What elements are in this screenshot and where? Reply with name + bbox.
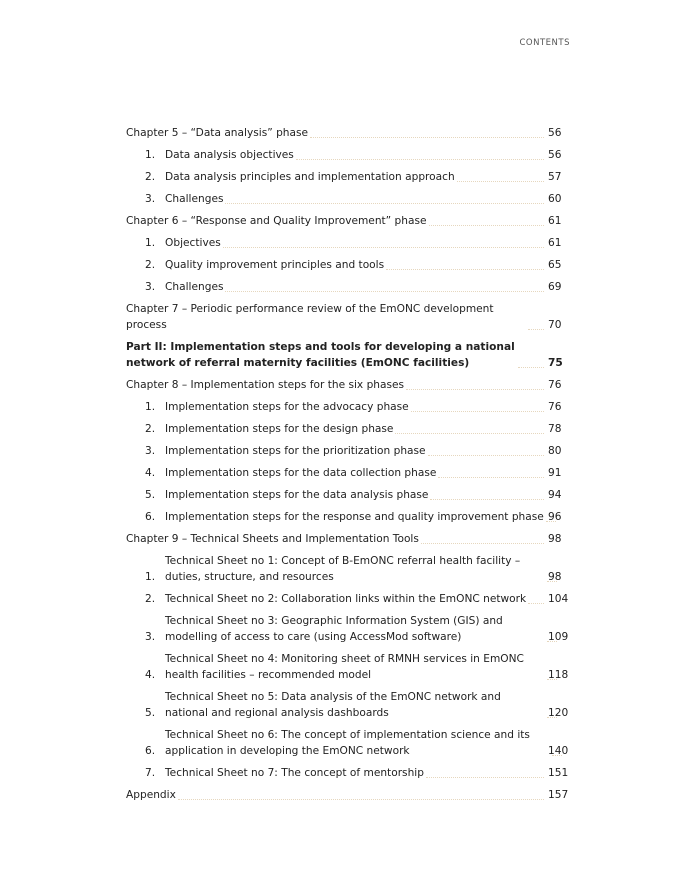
entry-title: Technical Sheet no 6: The concept of implementation science and its application in developing the EmONC network xyxy=(165,729,530,757)
entry-number: 5. xyxy=(145,489,156,501)
entry-number: 6. xyxy=(145,745,156,757)
entry-title: Objectives xyxy=(165,237,221,249)
entry-title: Technical Sheet no 1: Concept of B-EmONC referral health facility – duties, structure, and resources xyxy=(165,555,521,583)
entry-title: Technical Sheet no 3: Geographic Information System (GIS) and modelling of access to care (using AccessMod software) xyxy=(165,615,503,643)
entry-number: 3. xyxy=(145,631,156,643)
toc-entry[interactable] xyxy=(126,484,570,506)
page-number: 65 xyxy=(548,259,562,271)
dot-leader xyxy=(528,329,544,330)
entry-title: Chapter 5 – “Data analysis” phase xyxy=(126,127,309,139)
toc-entry[interactable] xyxy=(126,648,570,686)
dot-leader xyxy=(386,269,544,270)
entry-title: Chapter 9 – Technical Sheets and Implementation Tools xyxy=(126,533,419,545)
toc-entry[interactable] xyxy=(126,418,570,440)
dot-leader xyxy=(421,543,544,544)
page-number: 80 xyxy=(548,445,562,457)
page-number: 61 xyxy=(548,215,562,227)
dot-leader xyxy=(426,777,544,778)
entry-title: Appendix xyxy=(126,789,176,801)
dot-leader xyxy=(406,389,544,390)
entry-number: 2. xyxy=(145,171,156,183)
page-number: 157 xyxy=(548,789,569,801)
entry-title: Data analysis principles and implementation approach xyxy=(165,171,455,183)
dot-leader xyxy=(310,137,544,138)
entry-title: Implementation steps for the advocacy phase xyxy=(165,401,409,413)
toc-entry[interactable] xyxy=(126,166,570,188)
toc-entry[interactable] xyxy=(126,254,570,276)
page-number: 96 xyxy=(548,511,562,523)
entry-title: Part II: Implementation steps and tools for developing a national network of referral maternity facilities (EmONC facilities) xyxy=(126,341,515,369)
page-number: 75 xyxy=(548,357,563,369)
dot-leader xyxy=(518,367,544,368)
page-number: 98 xyxy=(548,533,562,545)
page-number: 56 xyxy=(548,149,562,161)
entry-title: Technical Sheet no 2: Collaboration links within the EmONC network xyxy=(165,593,527,605)
entry-number: 2. xyxy=(145,259,156,271)
dot-leader xyxy=(528,603,544,604)
toc-entry[interactable] xyxy=(126,550,570,588)
page-number: 70 xyxy=(548,319,562,331)
dot-leader xyxy=(457,181,544,182)
toc-entry[interactable] xyxy=(126,724,570,762)
toc-entry[interactable] xyxy=(126,396,570,418)
toc-entry[interactable] xyxy=(126,506,570,528)
running-header: CONTENTS xyxy=(519,38,570,48)
entry-number: 2. xyxy=(145,423,156,435)
dot-leader xyxy=(178,799,544,800)
entry-title: Data analysis objectives xyxy=(165,149,294,161)
dot-leader xyxy=(438,477,544,478)
entry-title: Technical Sheet no 4: Monitoring sheet of RMNH services in EmONC health facilities – recommended model xyxy=(165,653,524,681)
dot-leader xyxy=(429,225,544,226)
entry-title: Implementation steps for the data analysis phase xyxy=(165,489,429,501)
entry-title: Technical Sheet no 7: The concept of mentorship xyxy=(165,767,424,779)
toc-entry[interactable] xyxy=(126,298,570,336)
page-number: 56 xyxy=(548,127,562,139)
page-number: 120 xyxy=(548,707,569,719)
entry-title: Chapter 6 – “Response and Quality Improvement” phase xyxy=(126,215,427,227)
toc-entry[interactable] xyxy=(126,232,570,254)
toc-entry[interactable] xyxy=(126,588,570,610)
page-number: 57 xyxy=(548,171,562,183)
entry-title: Implementation steps for the response and quality improvement phase xyxy=(165,511,544,523)
toc-entry[interactable] xyxy=(126,528,570,550)
dot-leader xyxy=(225,203,544,204)
toc-entry[interactable] xyxy=(126,762,570,784)
toc-entry[interactable] xyxy=(126,610,570,648)
dot-leader xyxy=(428,455,544,456)
entry-title: Technical Sheet no 5: Data analysis of the EmONC network and national and regional analysis dashboards xyxy=(165,691,501,719)
table-of-contents xyxy=(126,122,570,806)
entry-number: 1. xyxy=(145,149,156,161)
toc-entry[interactable] xyxy=(126,784,570,806)
toc-entry[interactable] xyxy=(126,374,570,396)
entry-number: 4. xyxy=(145,669,156,681)
dot-leader xyxy=(395,433,544,434)
page-number: 151 xyxy=(548,767,569,779)
dot-leader xyxy=(223,247,544,248)
entry-title: Chapter 8 – Implementation steps for the six phases xyxy=(126,379,405,391)
entry-title: Challenges xyxy=(165,281,224,293)
dot-leader xyxy=(411,411,544,412)
page-number: 60 xyxy=(548,193,562,205)
entry-number: 7. xyxy=(145,767,156,779)
entry-number: 6. xyxy=(145,511,156,523)
toc-entry[interactable] xyxy=(126,188,570,210)
toc-entry[interactable] xyxy=(126,276,570,298)
page-number: 76 xyxy=(548,379,562,391)
entry-title: Quality improvement principles and tools xyxy=(165,259,385,271)
toc-entry[interactable] xyxy=(126,122,570,144)
entry-title: Implementation steps for the data collection phase xyxy=(165,467,437,479)
dot-leader xyxy=(296,159,544,160)
toc-entry[interactable] xyxy=(126,440,570,462)
page-number: 94 xyxy=(548,489,562,501)
toc-entry[interactable] xyxy=(126,336,570,374)
entry-number: 1. xyxy=(145,571,156,583)
dot-leader xyxy=(430,499,544,500)
entry-title: Implementation steps for the design phase xyxy=(165,423,394,435)
entry-title: Chapter 7 – Periodic performance review of the EmONC development process xyxy=(126,303,494,331)
page-number: 104 xyxy=(548,593,569,605)
entry-number: 3. xyxy=(145,281,156,293)
toc-entry[interactable] xyxy=(126,462,570,484)
toc-entry[interactable] xyxy=(126,210,570,232)
entry-number: 4. xyxy=(145,467,156,479)
page-number: 118 xyxy=(548,669,569,681)
page-number: 91 xyxy=(548,467,562,479)
page-number: 109 xyxy=(548,631,569,643)
toc-entry[interactable] xyxy=(126,144,570,166)
entry-number: 3. xyxy=(145,193,156,205)
entry-number: 2. xyxy=(145,593,156,605)
page-number: 78 xyxy=(548,423,562,435)
entry-number: 3. xyxy=(145,445,156,457)
page-number: 140 xyxy=(548,745,569,757)
entry-number: 1. xyxy=(145,237,156,249)
page-number: 76 xyxy=(548,401,562,413)
entry-number: 5. xyxy=(145,707,156,719)
page-number: 69 xyxy=(548,281,562,293)
entry-number: 1. xyxy=(145,401,156,413)
toc-entry[interactable] xyxy=(126,686,570,724)
dot-leader xyxy=(225,291,544,292)
entry-title: Implementation steps for the prioritization phase xyxy=(165,445,426,457)
entry-title: Challenges xyxy=(165,193,224,205)
page-number: 98 xyxy=(548,571,562,583)
page-number: 61 xyxy=(548,237,562,249)
